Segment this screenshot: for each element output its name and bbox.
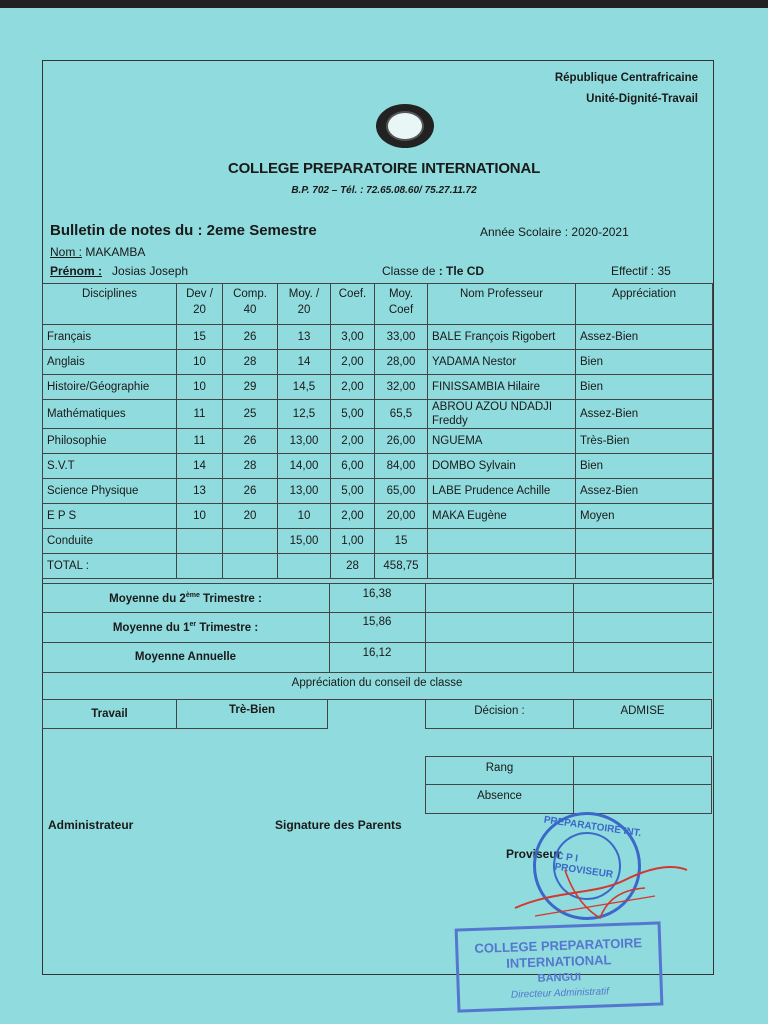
school-logo-icon xyxy=(376,104,434,148)
motto: Unité-Dignité-Travail xyxy=(586,93,698,105)
table-cell xyxy=(576,529,713,554)
table-cell: 28,00 xyxy=(375,350,428,375)
student-firstname xyxy=(50,264,188,278)
college-name: COLLEGE PREPARATOIRE INTERNATIONAL xyxy=(227,160,541,177)
column-header: Comp. 40 xyxy=(223,284,278,325)
table-cell: 32,00 xyxy=(375,375,428,400)
table-cell: BALE François Rigobert xyxy=(428,325,576,350)
table-header-row xyxy=(43,284,713,325)
table-cell: 28 xyxy=(223,454,278,479)
decision-value: ADMISE xyxy=(620,705,665,717)
rect-stamp-icon xyxy=(455,921,664,1012)
table-cell: 10 xyxy=(278,504,331,529)
column-header: Disciplines xyxy=(43,284,177,325)
travail-label: Travail xyxy=(91,708,128,720)
table-row xyxy=(43,325,713,350)
table-cell: MAKA Eugène xyxy=(428,504,576,529)
absence-label: Absence xyxy=(477,790,522,802)
table-cell: 2,00 xyxy=(331,504,375,529)
rang-value-cell xyxy=(573,756,712,785)
table-cell: 14 xyxy=(278,350,331,375)
table-cell: 26,00 xyxy=(375,429,428,454)
table-cell: Très-Bien xyxy=(576,429,713,454)
table-row xyxy=(43,350,713,375)
total-cell xyxy=(223,554,278,579)
table-cell: 11 xyxy=(177,429,223,454)
bulletin-title: Bulletin de notes du : 2eme Semestre xyxy=(50,222,317,239)
total-cell: 28 xyxy=(331,554,375,579)
table-cell: Bien xyxy=(576,454,713,479)
table-cell: FINISSAMBIA Hilaire xyxy=(428,375,576,400)
table-cell: 65,00 xyxy=(375,479,428,504)
absence-value-cell xyxy=(573,784,712,814)
t2-average-value: 16,38 xyxy=(362,588,392,600)
table-cell: Anglais xyxy=(43,350,177,375)
table-cell: 12,5 xyxy=(278,400,331,429)
table-cell: 14,00 xyxy=(278,454,331,479)
column-header: Dev / 20 xyxy=(177,284,223,325)
table-row xyxy=(43,504,713,529)
table-cell: S.V.T xyxy=(43,454,177,479)
travail-value: Trè-Bien xyxy=(228,704,275,716)
table-cell: Assez-Bien xyxy=(576,325,713,350)
table-cell: 84,00 xyxy=(375,454,428,479)
table-cell: 29 xyxy=(223,375,278,400)
table-row xyxy=(43,400,713,429)
table-cell: Bien xyxy=(576,375,713,400)
table-cell xyxy=(223,529,278,554)
table-cell: 6,00 xyxy=(331,454,375,479)
table-cell: Mathématiques xyxy=(43,400,177,429)
column-header: Appréciation xyxy=(576,284,713,325)
table-cell: 14,5 xyxy=(278,375,331,400)
divider xyxy=(425,583,426,672)
decision-label: Décision : xyxy=(474,705,525,717)
council-title: Appréciation du conseil de classe xyxy=(291,677,463,689)
total-cell xyxy=(177,554,223,579)
column-header: Nom Professeur xyxy=(428,284,576,325)
table-cell: 15 xyxy=(375,529,428,554)
student-class xyxy=(382,264,484,278)
signature-scribble-icon xyxy=(505,850,695,930)
table-cell: 26 xyxy=(223,325,278,350)
table-cell xyxy=(428,529,576,554)
table-cell xyxy=(177,529,223,554)
table-cell: 20,00 xyxy=(375,504,428,529)
total-cell: 458,75 xyxy=(375,554,428,579)
table-cell: Français xyxy=(43,325,177,350)
divider xyxy=(42,583,712,584)
classe-value: : Tle CD xyxy=(438,264,485,278)
table-cell: DOMBO Sylvain xyxy=(428,454,576,479)
divider xyxy=(42,672,712,673)
rect-stamp-line1: COLLEGE PREPARATOIRE xyxy=(474,935,643,956)
rang-label: Rang xyxy=(485,762,514,774)
student-name xyxy=(50,245,145,259)
class-size: Effectif : 35 xyxy=(611,264,671,278)
total-cell xyxy=(428,554,576,579)
table-cell: 3,00 xyxy=(331,325,375,350)
rect-stamp-line2: INTERNATIONAL xyxy=(505,952,612,971)
table-row xyxy=(43,375,713,400)
annual-average-value: 16,12 xyxy=(362,647,392,659)
table-cell: Bien xyxy=(576,350,713,375)
table-cell: Assez-Bien xyxy=(576,479,713,504)
republic-header xyxy=(555,68,698,110)
table-cell: ABROU AZOU NDADJI Freddy xyxy=(428,400,576,429)
table-cell: 5,00 xyxy=(331,400,375,429)
parents-signature-label: Signature des Parents xyxy=(275,818,402,832)
nom-value: MAKAMBA xyxy=(85,245,146,259)
table-cell: LABE Prudence Achille xyxy=(428,479,576,504)
table-cell: 26 xyxy=(223,429,278,454)
table-cell: 10 xyxy=(177,350,223,375)
table-row xyxy=(43,454,713,479)
column-header: Moy. / 20 xyxy=(278,284,331,325)
table-cell: 2,00 xyxy=(331,350,375,375)
college-contact: B.P. 702 – Tél. : 72.65.08.60/ 75.27.11.72 xyxy=(291,185,477,196)
table-cell: 65,5 xyxy=(375,400,428,429)
republic-name: République Centrafricaine xyxy=(554,72,698,84)
table-cell: 5,00 xyxy=(331,479,375,504)
total-cell xyxy=(576,554,713,579)
divider xyxy=(42,612,712,613)
table-cell: 15 xyxy=(177,325,223,350)
prenom-label: Prénom : xyxy=(50,264,103,278)
table-row xyxy=(43,429,713,454)
divider xyxy=(42,642,712,643)
table-cell: Conduite xyxy=(43,529,177,554)
rect-stamp-line3: BANGUI xyxy=(537,971,582,985)
table-cell: 15,00 xyxy=(278,529,331,554)
admin-signature-label: Administrateur xyxy=(48,818,134,832)
table-cell: 2,00 xyxy=(331,375,375,400)
round-stamp-center: C P I PROVISEUR xyxy=(549,828,626,905)
annual-average-label: Moyenne Annuelle xyxy=(134,651,237,663)
divider xyxy=(573,583,574,672)
table-cell: 2,00 xyxy=(331,429,375,454)
table-cell: Science Physique xyxy=(43,479,177,504)
table-cell: 11 xyxy=(177,400,223,429)
round-stamp-ring: PREPARATOIRE INT. xyxy=(543,814,642,840)
table-cell: NGUEMA xyxy=(428,429,576,454)
proviseur-label: Proviseur xyxy=(506,847,562,861)
t2-average-label: Moyenne du 2ème Trimestre : xyxy=(109,592,262,605)
table-cell: Assez-Bien xyxy=(576,400,713,429)
table-cell: 28 xyxy=(223,350,278,375)
table-cell: Moyen xyxy=(576,504,713,529)
table-cell: 10 xyxy=(177,375,223,400)
rect-stamp-line4: Directeur Administratif xyxy=(510,986,610,1001)
table-cell: 13,00 xyxy=(278,479,331,504)
table-cell: 10 xyxy=(177,504,223,529)
total-cell: TOTAL : xyxy=(43,554,177,579)
school-year: Année Scolaire : 2020-2021 xyxy=(480,225,629,239)
classe-label: Classe de xyxy=(382,264,436,278)
table-cell: Histoire/Géographie xyxy=(43,375,177,400)
column-header: Coef. xyxy=(331,284,375,325)
table-cell: 13 xyxy=(177,479,223,504)
table-row xyxy=(43,529,713,554)
t1-average-label: Moyenne du 1er Trimestre : xyxy=(112,621,259,634)
nom-label: Nom : xyxy=(50,245,83,259)
table-cell: 13,00 xyxy=(278,429,331,454)
grades-table xyxy=(42,283,713,579)
table-cell: 14 xyxy=(177,454,223,479)
table-cell: 25 xyxy=(223,400,278,429)
top-edge xyxy=(0,0,768,8)
table-cell: 1,00 xyxy=(331,529,375,554)
table-cell: Philosophie xyxy=(43,429,177,454)
table-cell: 26 xyxy=(223,479,278,504)
table-cell: 20 xyxy=(223,504,278,529)
total-row xyxy=(43,554,713,579)
table-row xyxy=(43,479,713,504)
table-cell: E P S xyxy=(43,504,177,529)
t1-average-value: 15,86 xyxy=(362,616,392,628)
table-cell: 33,00 xyxy=(375,325,428,350)
total-cell xyxy=(278,554,331,579)
table-cell: YADAMA Nestor xyxy=(428,350,576,375)
table-cell: 13 xyxy=(278,325,331,350)
prenom-value: Josias Joseph xyxy=(112,264,189,278)
column-header: Moy. Coef xyxy=(375,284,428,325)
